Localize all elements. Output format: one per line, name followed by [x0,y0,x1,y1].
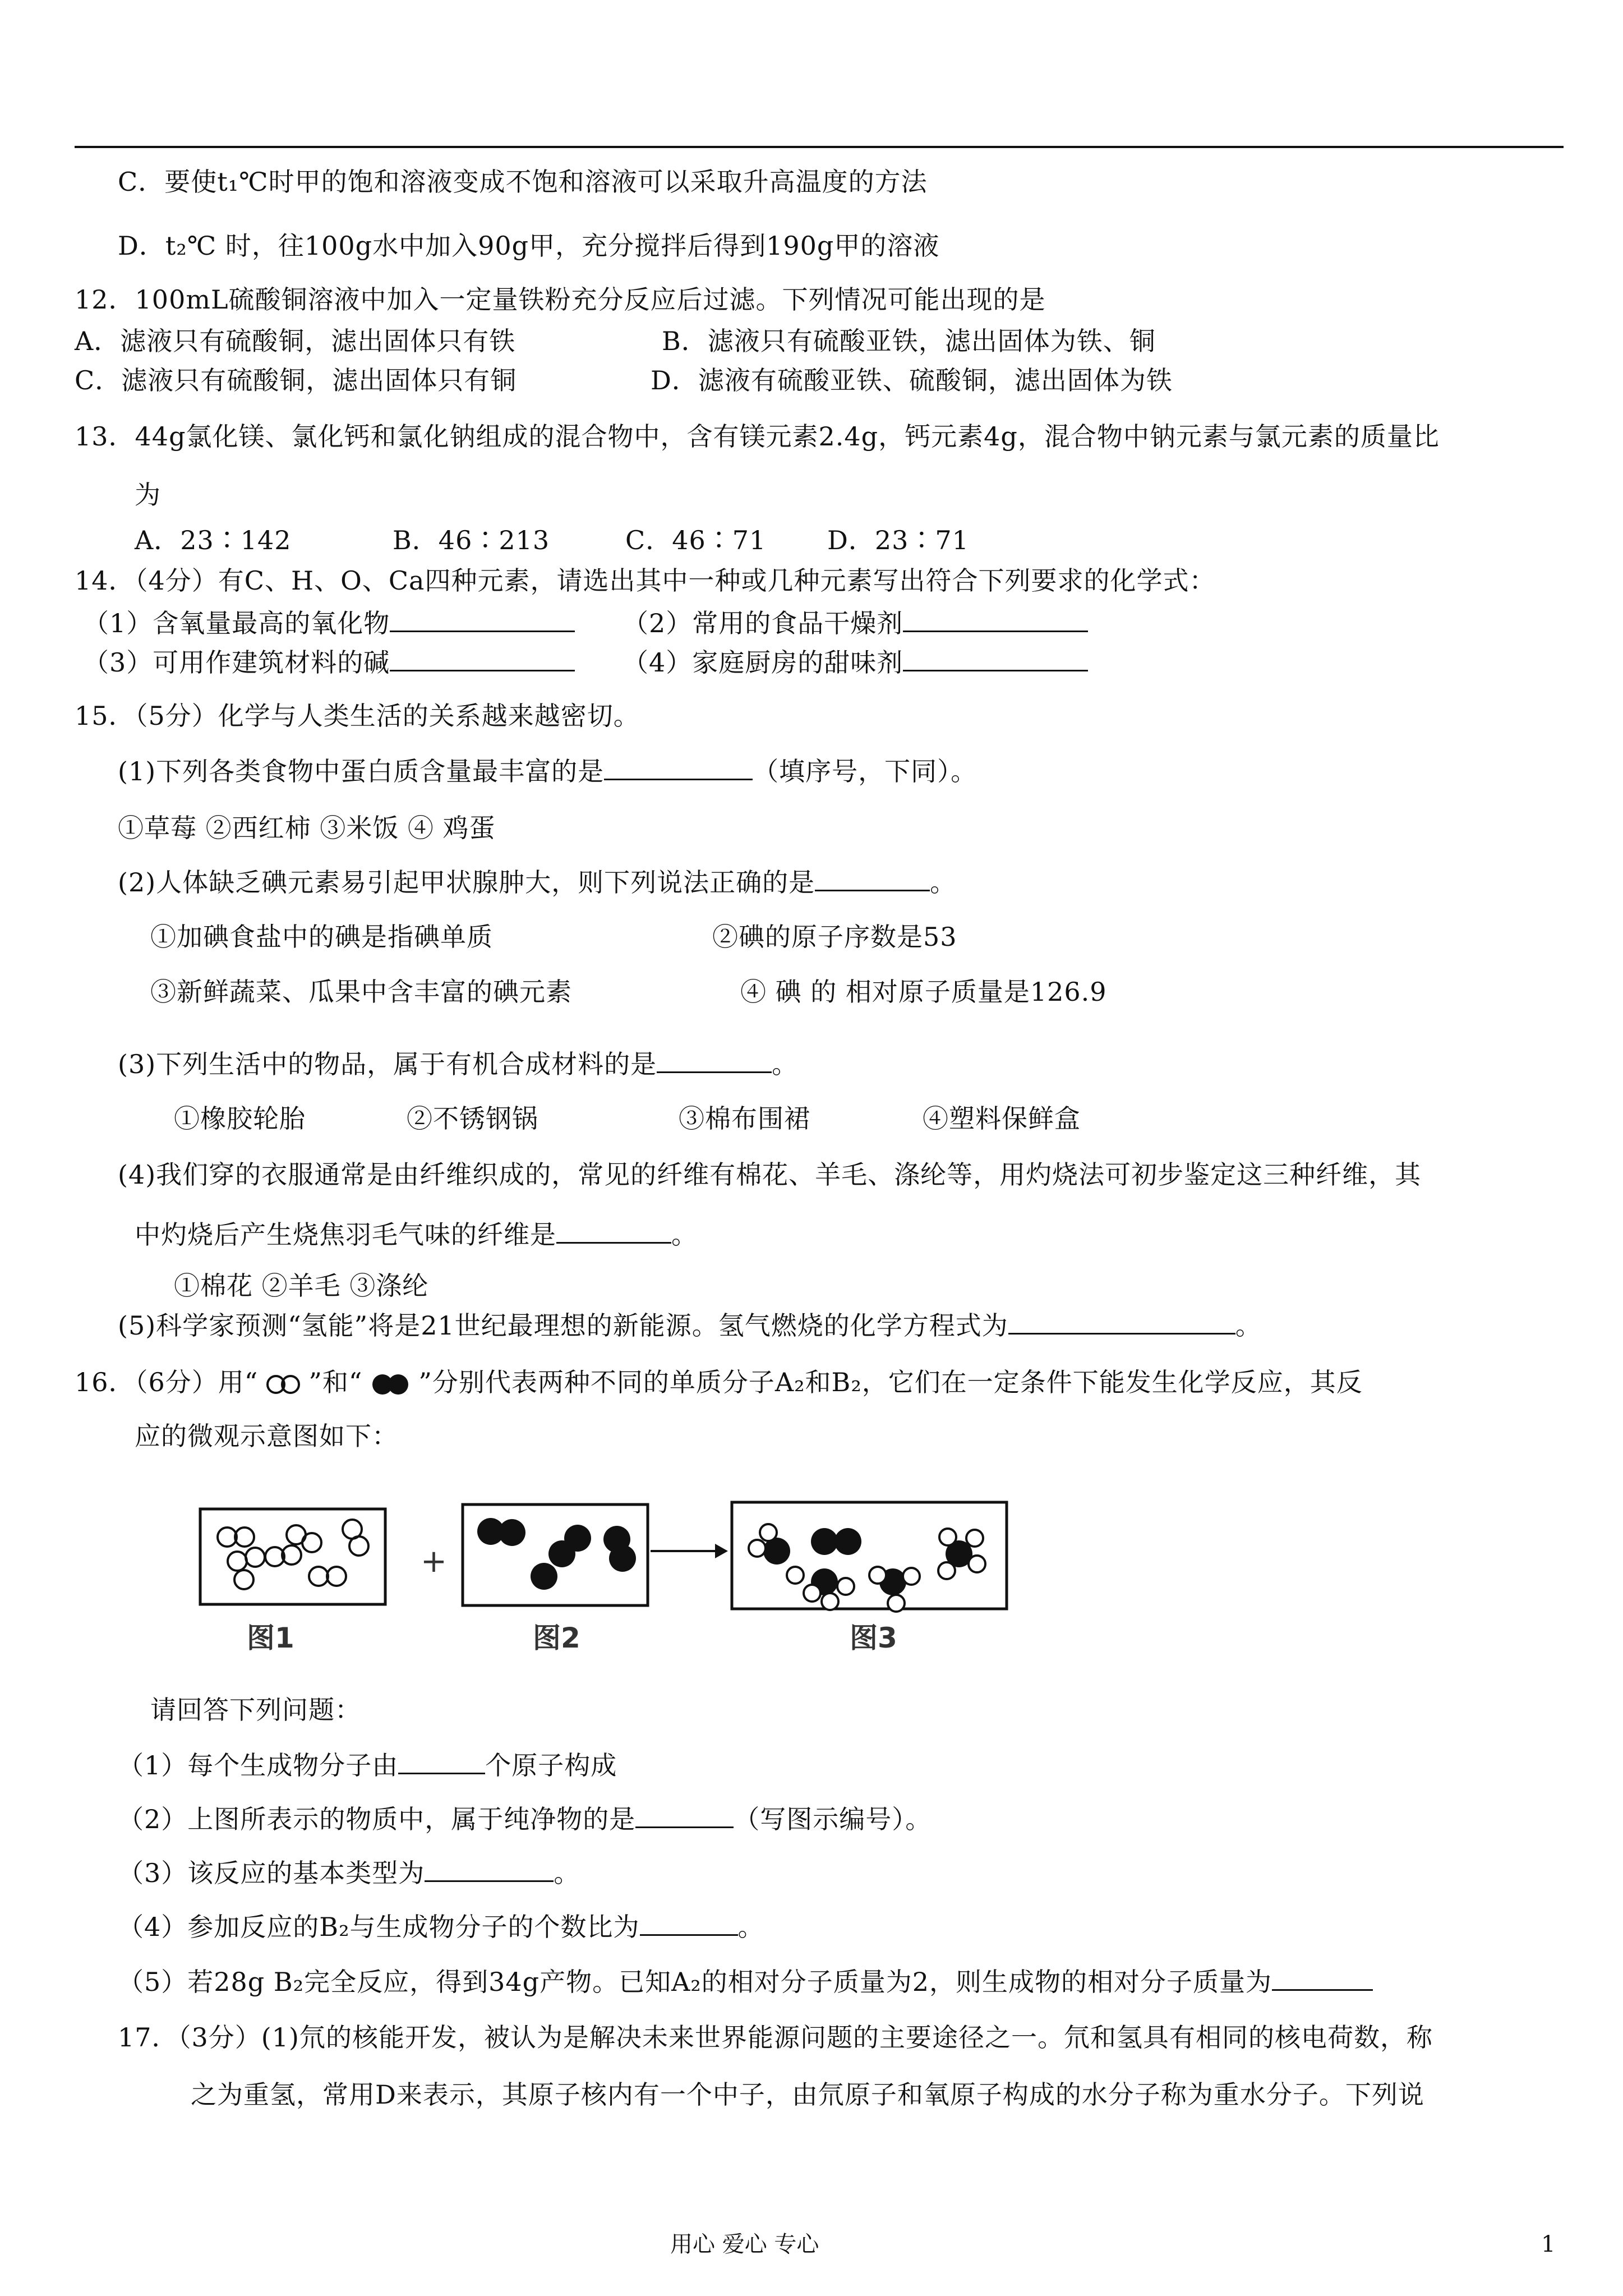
q13-option-d: D．23∶71 [827,525,969,555]
q14-item-1 [83,605,575,640]
answer-blank [390,605,575,632]
q16-stem-cont: 应的微观示意图如下： [135,1421,398,1451]
q13-stem: 13．44g氯化镁、氯化钙和氯化钠组成的混合物中，含有镁元素2.4g，钙元素4g，混合物中钠元素与氯元素的质量比 [75,421,1440,452]
q13-stem-cont: 为 [135,480,161,510]
q14-item-4-text: （4）家庭厨房的甜味剂 [623,647,903,678]
q15-part-4-cont [135,1216,698,1251]
q15-part-2-option-c: ③新鲜蔬菜、瓜果中含丰富的碘元素 [150,977,572,1007]
q16-stem-part-a: 16．（6分）用“ [75,1367,259,1397]
q15-part-3-text: (3)下列生活中的物品，属于有机合成材料的是 [118,1049,657,1079]
q16-prompt: 请回答下列问题： [150,1695,361,1725]
plus-sign: + [421,1543,447,1580]
q15-part-4: (4)我们穿的衣服通常是由纤维织成的，常见的纤维有棉花、羊毛、涤纶等，用灼烧法可初步鉴定这三种纤维，其 [118,1159,1422,1190]
figure-1-label: 图1 [247,1622,294,1654]
answer-blank [635,1801,734,1828]
period: 。 [930,867,957,898]
answer-blank [390,644,575,671]
q12-option-c: C．滤液只有硫酸铜，滤出固体只有铜 [75,365,517,395]
period: 。 [737,1912,764,1942]
q15-part-5 [118,1307,1262,1342]
period: 。 [554,1858,580,1888]
q17-stem: 17．（3分）(1)氘的核能开发，被认为是解决未来世界能源问题的主要途径之一。氘和氢具有相同的核电荷数，称 [118,2022,1433,2053]
q15-part-4-options: ①棉花 ②羊毛 ③涤纶 [174,1271,429,1301]
q16-part-2-tail: （写图示编号）。 [734,1804,932,1834]
q11-option-d: D．t₂℃ 时，往100g水中加入90g甲，充分搅拌后得到190g甲的溶液 [118,231,940,261]
q15-stem: 15．（5分）化学与人类生活的关系越来越密切。 [75,701,640,731]
q14-item-3 [83,644,575,679]
q11-option-c: C．要使t₁℃时甲的饱和溶液变成不饱和溶液可以采取升高温度的方法 [118,167,928,197]
answer-blank [815,864,930,891]
q15-part-3 [118,1046,798,1081]
q12-stem: 12．100mL硫酸铜溶液中加入一定量铁粉充分反应后过滤。下列情况可能出现的是 [75,284,1046,315]
answer-blank [657,1046,772,1073]
q14-item-4 [623,644,1088,679]
q14-item-3-text: （3）可用作建筑材料的碱 [83,647,390,678]
figure-3-label: 图3 [850,1622,897,1654]
q16-stem-part-b: ”和“ [308,1367,363,1397]
header-rule [75,146,1564,148]
q15-part-2-option-a: ①加碘食盐中的碘是指碘单质 [150,922,493,952]
answer-blank [903,605,1088,632]
answer-blank [1008,1307,1235,1335]
q15-part-2-text: (2)人体缺乏碘元素易引起甲状腺肿大，则下列说法正确的是 [118,867,815,898]
answer-blank [903,644,1088,671]
q15-part-2 [118,864,956,899]
period: 。 [671,1220,698,1250]
q16-stem-part-c: ”分别代表两种不同的单质分子A₂和B₂，它们在一定条件下能发生化学反应，其反 [418,1367,1363,1397]
q13-option-b: B．46∶213 [393,525,550,555]
q14-item-2-text: （2）常用的食品干燥剂 [623,608,903,638]
q12-option-b: B．滤液只有硫酸亚铁，滤出固体为铁、铜 [662,326,1156,356]
q15-part-1 [118,753,977,788]
q15-part-3-option-c: ③棉布围裙 [679,1103,810,1134]
q16-part-2-text: （2）上图所表示的物质中，属于纯净物的是 [118,1804,636,1834]
q16-part-1 [118,1747,617,1782]
q15-part-3-option-a: ①橡胶轮胎 [174,1103,306,1134]
q16-part-1-text: （1）每个生成物分子由 [118,1750,399,1780]
q16-part-2 [118,1801,932,1836]
q16-part-1-tail: 个原子构成 [485,1750,617,1780]
q16-part-3-text: （3）该反应的基本类型为 [118,1858,425,1888]
q14-stem: 14．（4分）有C、H、O、Ca四种元素，请选出其中一种或几种元素写出符合下列要求的化学式： [75,565,1216,596]
q16-part-3 [118,1855,580,1890]
period: 。 [772,1049,799,1079]
figure-1-molecules [218,1520,368,1589]
q16-part-4 [118,1908,764,1944]
q16-part-4-text: （4）参加反应的B₂与生成物分子的个数比为 [118,1912,640,1942]
filled-circles-molecule-icon [362,1372,418,1397]
figure-3-molecules [749,1524,985,1612]
q15-part-3-option-b: ②不锈钢锅 [407,1103,538,1134]
reaction-diagram [185,1492,1026,1660]
figure-2-molecules [477,1518,636,1590]
footer-motto: 用心 爱心 专心 [670,2231,819,2257]
q15-part-1-note: （填序号，下同）。 [753,756,978,786]
q15-part-3-option-d: ④塑料保鲜盒 [923,1103,1081,1134]
answer-blank [1272,1963,1373,1991]
q16-stem [75,1365,1363,1399]
arrow-head-icon [715,1544,728,1558]
figure-2-label: 图2 [533,1622,580,1654]
q15-part-2-option-d: ④ 碘 的 相对原子质量是126.9 [740,977,1107,1007]
q14-item-2 [623,605,1088,640]
open-circles-molecule-icon [258,1372,308,1397]
answer-blank [640,1908,738,1936]
page-number: 1 [1541,2231,1556,2257]
answer-blank [556,1216,671,1244]
q15-part-1-options: ①草莓 ②西红柿 ③米饭 ④ 鸡蛋 [118,813,496,843]
q13-option-c: C．46∶71 [625,525,767,555]
q15-part-2-option-b: ②碘的原子序数是53 [712,922,957,952]
answer-blank [604,753,753,780]
answer-blank [398,1747,485,1774]
q15-part-5-text: (5)科学家预测“氢能”将是21世纪最理想的新能源。氢气燃烧的化学方程式为 [118,1310,1008,1341]
q12-option-a: A．滤液只有硫酸铜，滤出固体只有铁 [75,326,516,356]
q15-part-1-text: (1)下列各类食物中蛋白质含量最丰富的是 [118,756,605,786]
q13-option-a: A．23∶142 [135,525,292,555]
q12-option-d: D．滤液有硫酸亚铁、硫酸铜，滤出固体为铁 [651,365,1173,395]
answer-blank [425,1855,554,1882]
q16-part-5 [118,1963,1373,1999]
q14-item-1-text: （1）含氧量最高的氧化物 [83,608,390,638]
period: 。 [1235,1310,1262,1341]
q17-stem-cont: 之为重氢，常用D来表示，其原子核内有一个中子，由氘原子和氧原子构成的水分子称为重水分子。下列说 [191,2079,1424,2110]
q16-part-5-text: （5）若28g B₂完全反应，得到34g产物。已知A₂的相对分子质量为2，则生成物的相对分子质量为 [118,1967,1272,1997]
q15-part-4-text: 中灼烧后产生烧焦羽毛气味的纤维是 [135,1220,556,1250]
